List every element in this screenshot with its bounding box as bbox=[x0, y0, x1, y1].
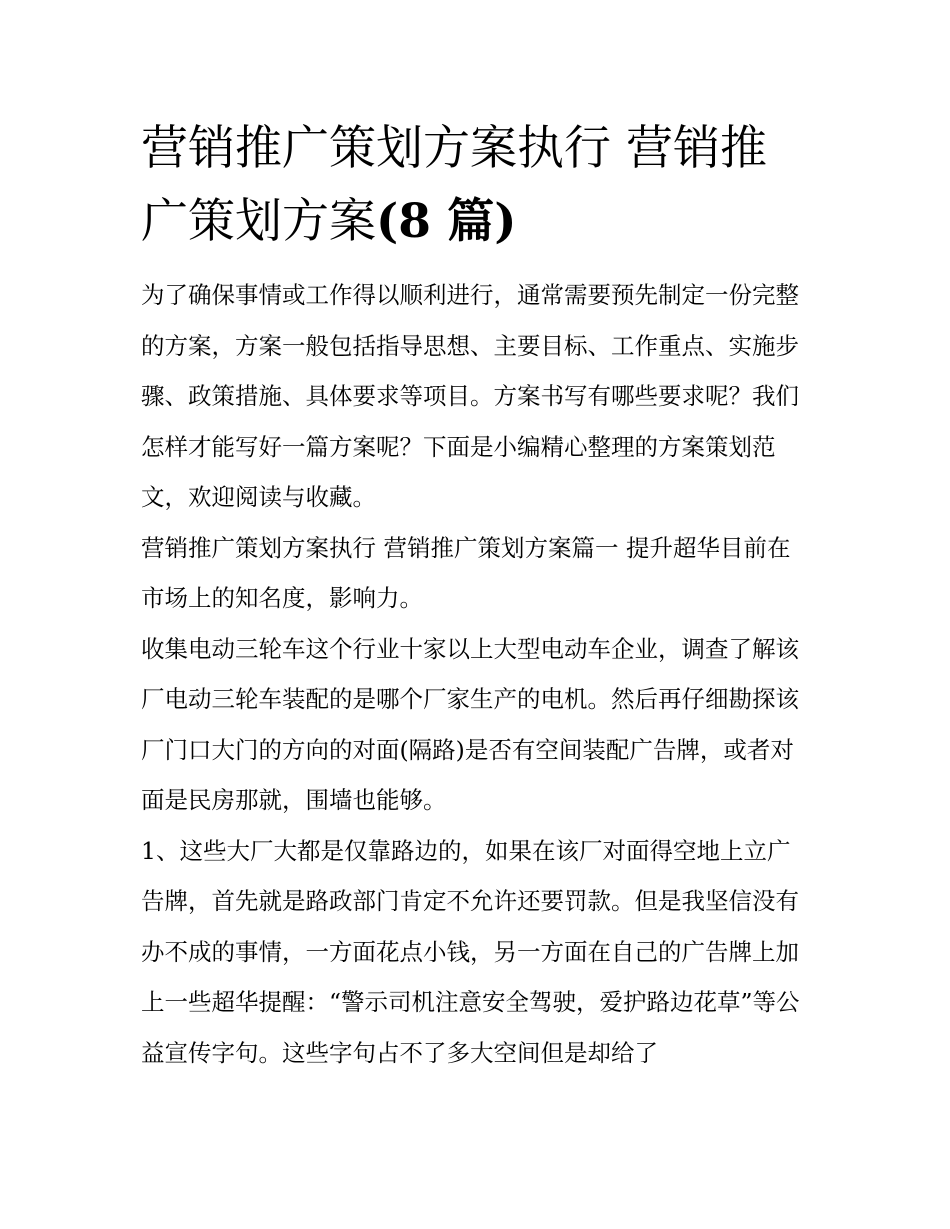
document-title bbox=[141, 112, 813, 258]
paragraph-intro: 为了确保事情或工作得以顺利进行，通常需要预先制定一份完整的方案，方案一般包括指导思想、主要目标、工作重点、实施步骤、政策措施、具体要求等项目。方案书写有哪些要求呢？我们怎样才能写好一篇方案呢？下面是小编精心整理的方案策划范文，欢迎阅读与收藏。 bbox=[141, 281, 799, 511]
paragraph-collect: 收集电动三轮车这个行业十家以上大型电动车企业，调查了解该厂电动三轮车装配的是哪个厂家生产的电机。然后再仔细勘探该厂门口大门的方向的对面(隔路)是否有空间装配广告牌，或者对面是民房那就，围墙也能够。 bbox=[141, 634, 799, 814]
paragraph-section-one: 营销推广策划方案执行 营销推广策划方案篇一 提升超华目前在市场上的知名度，影响力。 bbox=[141, 533, 791, 612]
document-title-main: 营销推广策划方案执行 营销推广策划方案 bbox=[141, 121, 767, 249]
document-title-suffix: (8 篇) bbox=[376, 194, 517, 249]
paragraph-item-one: 1、这些大厂大都是仅靠路边的，如果在该厂对面得空地上立广告牌，首先就是路政部门肯定不允许还要罚款。但是我坚信没有办不成的事情，一方面花点小钱，另一方面在自己的广告牌上加上一些超华提醒：“警示司机注意安全驾驶，爱护路边花草”等公益宣传字句。这些字句占不了多大空间但是却给了 bbox=[141, 836, 800, 1067]
document-body bbox=[141, 112, 813, 1078]
